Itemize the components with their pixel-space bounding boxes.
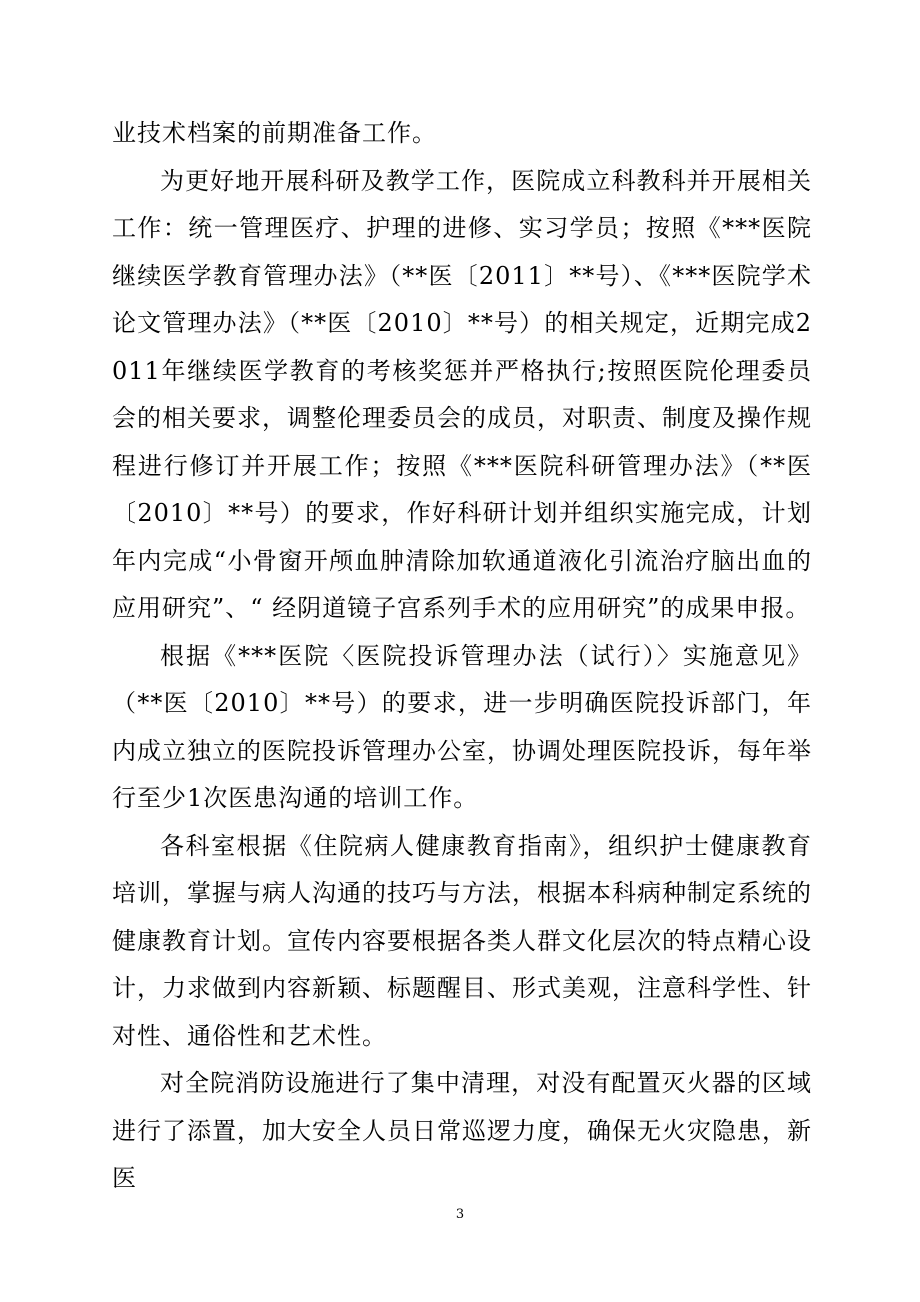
- paragraph-research-teaching: 为更好地开展科研及教学工作，医院成立科教科并开展相关工作：统一管理医疗、护理的进修、实习学员；按照《***医院继续医学教育管理办法》（**医〔2011〕**号）、《***医院学术论文管理办法》（**医〔2010〕**号）的相关规定，近期完成2011年继续医学教育的考核奖惩并严格执行;按照医院伦理委员会的相关要求，调整伦理委员会的成员，对职责、制度及操作规程进行修订并开展工作；按照《***医院科研管理办法》（**医〔2010〕**号）的要求，作好科研计划并组织实施完成，计划年内完成“小骨窗开颅血肿清除加软通道液化引流治疗脑出血的应用研究”、“ 经阴道镜子宫系列手术的应用研究”的成果申报。: [112, 166, 812, 622]
- paragraph-health-education: 各科室根据《住院病人健康教育指南》，组织护士健康教育培训，掌握与病人沟通的技巧与方法，根据本科病种制定系统的健康教育计划。宣传内容要根据各类人群文化层次的特点精心设计，力求做到内容新颖、标题醒目、形式美观，注意科学性、针对性、通俗性和艺术性。: [112, 831, 812, 1050]
- paragraph-complaints: 根据《***医院〈医院投诉管理办法（试行）〉实施意见》（**医〔2010〕**号）的要求，进一步明确医院投诉部门，年内成立独立的医院投诉管理办公室，协调处理医院投诉，每年举行至少1次医患沟通的培训工作。: [112, 641, 812, 812]
- document-body: [112, 110, 812, 1203]
- page-number: 3: [455, 1207, 465, 1222]
- paragraph-continuation: 业技术档案的前期准备工作。: [112, 119, 437, 147]
- paragraph-fire-safety: 对全院消防设施进行了集中清理，对没有配置灭火器的区域进行了添置，加大安全人员日常巡逻力度，确保无火灾隐患，新医: [112, 1069, 812, 1192]
